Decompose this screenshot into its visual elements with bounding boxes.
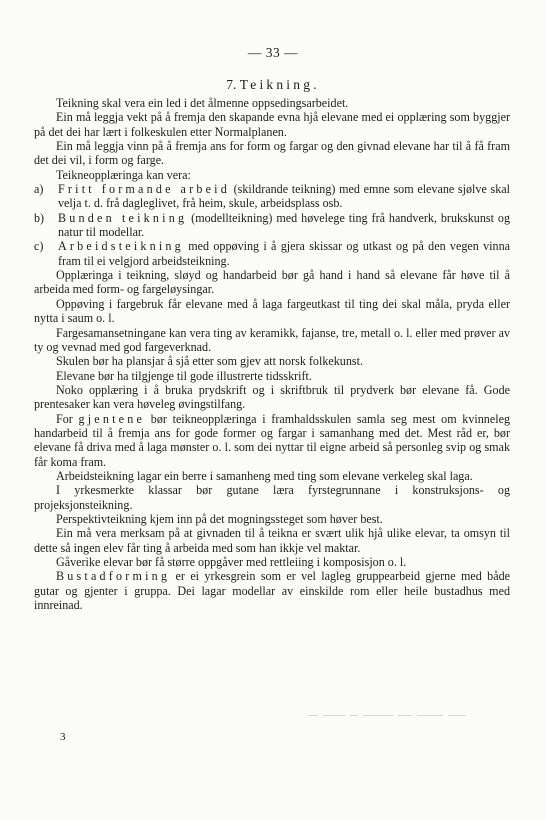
page-number: — 33 — — [247, 45, 299, 60]
paragraph: Opplæringa i teikning, sløyd og handarbeid bør gå hand i hand så elevane får høve til å arbeida med form- og fargeløysingar. — [34, 268, 510, 297]
list-term: Arbeidsteikning — [58, 239, 184, 254]
list-term: Fritt formande arbeid — [58, 182, 230, 197]
paragraph-girls — [34, 412, 510, 469]
paragraph: Fargesamansetningane kan vera ting av keramikk, fajanse, tre, metall o. l. eller med prøver av ty og vevnad med god fargeverknad. — [34, 325, 510, 354]
list-term: Bunden teikning — [58, 210, 188, 225]
girls-term: gjentene — [78, 411, 146, 426]
paragraph: Arbeidsteikning lagar ein berre i samanheng med ting som elevane verkeleg skal laga. — [56, 468, 473, 483]
list-item — [34, 211, 510, 240]
bleed-through-marks — [308, 706, 493, 714]
paragraph: Ein må vera merksam på at givnaden til å teikna er svært ulik hjå ulike elevar, ta omsyn til dette så ingen elev får ting å arbeida med som han ikkje vel maktar. — [34, 526, 510, 555]
list-item — [34, 182, 510, 211]
list-text: (modellteikning) med høvelege ting frå handverk, brukskunst og natur til modellar. — [58, 210, 511, 240]
paragraph: Elevane bør ha tilgjenge til gode illustrerte tidsskrift. — [56, 368, 312, 383]
list-text: med oppøving i å gjera skissar og utkast og på den vegen vinna fram til ei velgjord arbeidsteikning. — [58, 239, 510, 268]
paragraph: Skulen bør ha plansjar å sjå etter som gjev att norsk folkekunst. — [56, 354, 363, 369]
paragraph: Teikneopplæringa kan vera: — [56, 167, 191, 182]
list-item — [34, 239, 510, 268]
bustad-term: Bustadforming — [56, 569, 171, 584]
girls-text: bør teikneopplæringa i framhaldsskulen samla seg mest om kvinneleg handarbeid til å fremja ans for gode former og fargar i samanhang med det. Mest råd er, bør elevane få driva med å laga mønster o. l. som dei nyttar til eigne arbeid så personleg svip og smak får koma fram. — [34, 411, 511, 469]
paragraph: Perspektivteikning kjem inn på det mogningssteget som høver best. — [56, 511, 383, 526]
section-title: Teikning. — [239, 77, 320, 92]
paragraph: Teikning skal vera ein led i det ålmenne oppsedingsarbeidet. — [56, 96, 349, 110]
list-text: (skildrande teikning) med emne som elevane sjølve skal velja t. d. frå dagleglivet, frå heim, skule, arbeidsplass osb. — [58, 182, 510, 211]
paragraph: Gåverike elevar bør få større oppgåver med rettleiing i komposisjon o. l. — [56, 555, 407, 569]
paragraph: I yrkesmerkte klassar bør gutane læra fyrstegrunnane i konstruksjons- og projeksjonsteikning. — [34, 483, 510, 512]
list-letter: a) — [34, 182, 44, 197]
paragraph-bustad — [34, 569, 510, 612]
girls-lead: For — [56, 411, 79, 426]
list-letter: b) — [34, 210, 45, 225]
paragraph: Oppøving i fargebruk får elevane med å laga fargeutkast til ting dei skal måla, pryda eller nytta i saum o. l. — [34, 296, 510, 326]
document-body — [34, 96, 510, 612]
paragraph: Ein må leggja vekt på å fremja den skapande evna hjå elevane med ei opplæring som byggjer på det dei har lært i folkeskulen etter Normalplanen. — [34, 110, 510, 139]
paragraph: Ein må leggja vinn på å fremja ans for form og fargar og den givnad elevane har til å få fram det dei vil, i form og farge. — [34, 139, 510, 168]
footer-number: 3 — [60, 731, 66, 743]
section-number: 7. — [226, 77, 237, 92]
section-heading — [0, 77, 546, 93]
bustad-text: er ei yrkesgrein som er vel lagleg gruppearbeid gjerne med både gutar og gjenter i gruppa. Dei lagar modellar av einskilde rom eller heile bustadhus med innreinad. — [34, 569, 510, 613]
paragraph: Noko opplæring i å bruka prydskrift og i skriftbruk til prydverk bør elevane få. Gode prentesaker kan vera høveleg øvingstilfang. — [34, 382, 510, 412]
list-letter: c) — [34, 239, 44, 254]
